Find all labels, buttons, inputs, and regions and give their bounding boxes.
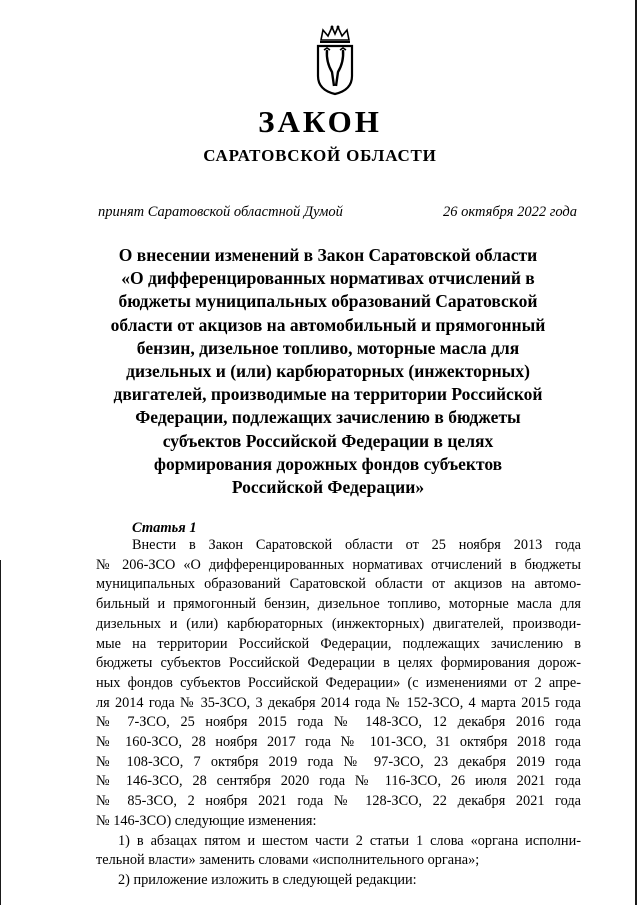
heading-line: Российской Федерации» — [231, 477, 425, 498]
scan-edge-left — [0, 560, 1, 905]
heading-line: О внесении изменений в Закон Саратовской области — [118, 245, 538, 265]
paragraph-line: дизельных и (или) карбюраторных (инжекторных) двигателей, производи- — [96, 615, 581, 632]
paragraph-line: № 146-ЗСО) следующие изменения: — [96, 812, 317, 829]
paragraph-line: мые на территории Российской Федерации, подлежащих зачислению в — [96, 635, 581, 652]
article-body — [96, 536, 581, 891]
article-title: Статья 1 — [132, 520, 197, 536]
item-1-line: 1) в абзацах пятом и шестом части 2 статьи 1 слова «органа исполни- — [118, 832, 581, 849]
adoption-date: 26 октября 2022 года — [443, 204, 577, 220]
paragraph-line: муниципальных образований Саратовской области от акцизов на автомо- — [96, 576, 581, 593]
paragraph-line: Внести в Закон Саратовской области от 25 ноября 2013 года — [132, 537, 581, 553]
paragraph-line: № 146-ЗСО, 28 сентября 2020 года № 116-ЗСО, 26 июля 2021 года — [96, 773, 581, 790]
heading-line: Федерации, подлежащих зачислению в бюджеты — [135, 407, 521, 428]
adopted-by-text: принят Саратовской областной Думой — [98, 204, 343, 220]
heading-line: «О дифференцированных нормативах отчислений в — [121, 268, 535, 289]
heading-line: формирования дорожных фондов субъектов — [153, 453, 503, 474]
heading-line: дизельных и (или) карбюраторных (инжекторных) — [126, 361, 530, 382]
item-1-line: тельной власти» заменить словами «исполнительного органа»; — [96, 852, 480, 869]
heading-line: двигателей, производимые на территории Российской — [113, 384, 543, 405]
law-title: ЗАКОН — [258, 104, 382, 139]
paragraph-line: ля 2014 года № 35-ЗСО, 3 декабря 2014 года № 152-ЗСО, 4 марта 2015 года — [96, 694, 581, 711]
paragraph-line: № 85-ЗСО, 2 ноября 2021 года № 128-ЗСО, 22 декабря 2021 года — [96, 793, 581, 810]
heading-line: бензин, дизельное топливо, моторные масла для — [136, 337, 520, 358]
paragraph-line: бильный и прямогонный бензин, дизельное топливо, моторные масла для — [96, 596, 581, 613]
paragraph-line: № 160-ЗСО, 28 ноября 2017 года № 101-ЗСО, 31 октября 2018 года — [96, 734, 581, 751]
paragraph-line: № 108-ЗСО, 7 октября 2019 года № 97-ЗСО, 23 декабря 2019 года — [96, 753, 581, 770]
paragraph-line: № 206-ЗСО «О дифференцированных нормативах отчислений в бюджеты — [96, 556, 581, 573]
paragraph-line: № 7-ЗСО, 25 ноября 2015 года № 148-ЗСО, 12 декабря 2016 года — [96, 714, 581, 731]
paragraph-line: ных фондов субъектов Российской Федерации» (с изменениями от 2 апре- — [96, 674, 581, 691]
item-2-line: 2) приложение изложить в следующей редакции: — [118, 871, 417, 888]
heading-line: субъектов Российской Федерации в целях — [162, 430, 494, 451]
paragraph-line: бюджеты субъектов Российской Федерации в целях формирования дорож- — [96, 655, 581, 672]
document-heading — [86, 244, 570, 499]
region-name: САРАТОВСКОЙ ОБЛАСТИ — [203, 146, 437, 165]
saratov-coat-of-arms-icon — [313, 24, 357, 96]
heading-line: бюджеты муниципальных образований Саратовской — [118, 291, 538, 312]
heading-line: области от акцизов на автомобильный и прямогонный — [110, 314, 546, 335]
